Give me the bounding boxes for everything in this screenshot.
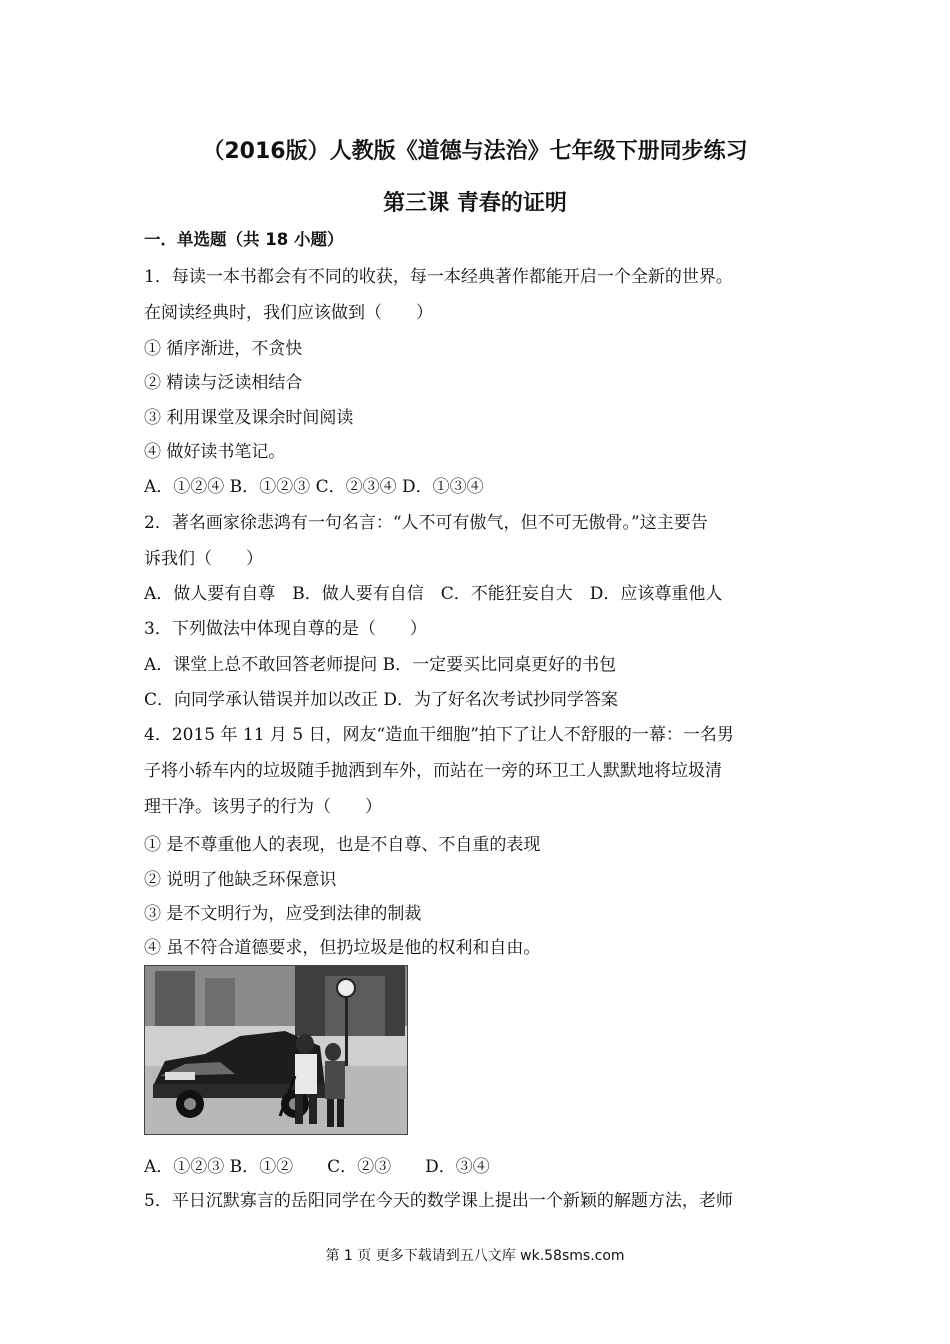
question-4-stem-cont-2: 理干净。该男子的行为（ ） (144, 797, 382, 817)
q3-options-cd: C．向同学承认错误并加以改正 D．为了好名次考试抄同学答案 (144, 690, 619, 710)
document-title: （2016版）人教版《道德与法治》七年级下册同步练习 (202, 139, 748, 164)
q1-statement-1: ① 循序渐进，不贪快 (144, 339, 303, 359)
q4-statement-4: ④ 虽不符合道德要求，但扔垃圾是他的权利和自由。 (144, 938, 541, 958)
question-2-stem: 2．著名画家徐悲鸿有一句名言：“人不可有傲气，但不可无傲骨。”这主要告 (144, 513, 708, 533)
lesson-title: 第三课 青春的证明 (383, 191, 567, 216)
q2-options: A．做人要有自尊 B．做人要有自信 C．不能狂妄自大 D．应该尊重他人 (144, 584, 723, 604)
q1-statement-4: ④ 做好读书笔记。 (144, 442, 286, 462)
q4-statement-2: ② 说明了他缺乏环保意识 (144, 870, 337, 890)
q4-statement-3: ③ 是不文明行为，应受到法律的制裁 (144, 904, 422, 924)
q1-statement-2: ② 精读与泛读相结合 (144, 373, 303, 393)
q4-options: A．①②③ B．①② C．②③ D．③④ (144, 1157, 490, 1177)
q3-options-ab: A．课堂上总不敢回答老师提问 B．一定要买比同桌更好的书包 (144, 655, 617, 675)
q4-photo (144, 965, 408, 1135)
question-2-stem-cont: 诉我们（ ） (144, 549, 263, 569)
question-3-stem: 3．下列做法中体现自尊的是（ ） (144, 619, 427, 639)
section-heading: 一．单选题（共 18 小题） (144, 230, 344, 249)
page-footer: 第 1 页 更多下载请到五八文库 wk.58sms.com (325, 1248, 625, 1264)
q4-statement-1: ① 是不尊重他人的表现，也是不自尊、不自重的表现 (144, 835, 541, 855)
question-4-stem: 4．2015 年 11 月 5 日，网友“造血干细胞”拍下了让人不舒服的一幕：一名男 (144, 725, 734, 745)
question-4-stem-cont-1: 子将小轿车内的垃圾随手抛洒到车外，而站在一旁的环卫工人默默地将垃圾清 (144, 761, 722, 781)
q1-statement-3: ③ 利用课堂及课余时间阅读 (144, 408, 354, 428)
question-1-stem: 1．每读一本书都会有不同的收获，每一本经典著作都能开启一个全新的世界。 (144, 267, 733, 287)
question-1-stem-cont: 在阅读经典时，我们应该做到（ ） (144, 303, 433, 323)
q1-options: A．①②④ B．①②③ C．②③④ D．①③④ (144, 477, 484, 497)
question-5-stem: 5．平日沉默寡言的岳阳同学在今天的数学课上提出一个新颖的解题方法，老师 (144, 1191, 733, 1211)
